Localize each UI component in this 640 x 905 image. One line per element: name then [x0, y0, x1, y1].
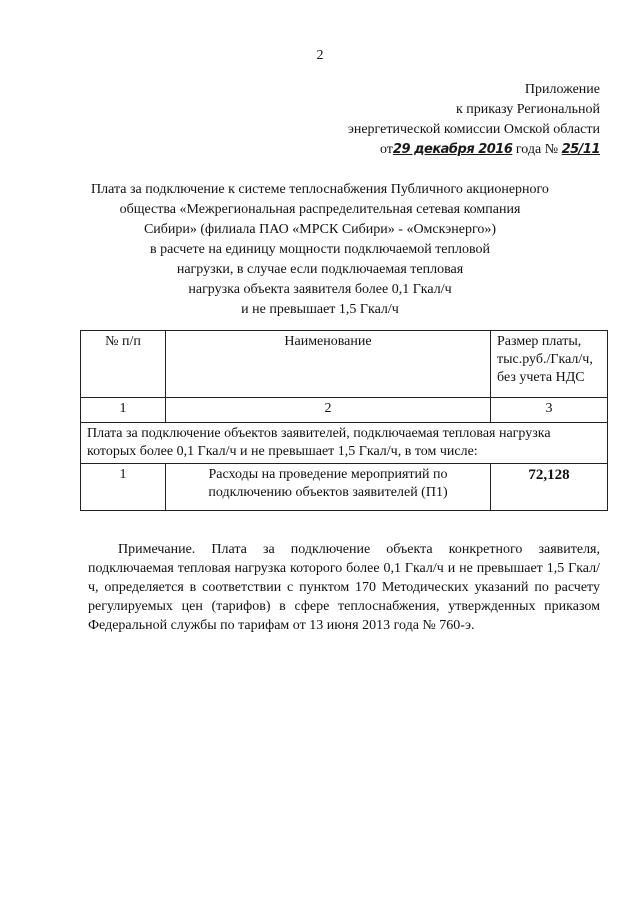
header-fee: Размер платы, тыс.руб./Гкал/ч, без учета НДС	[491, 331, 608, 398]
table-row	[81, 464, 608, 511]
appendix-line-1: Приложение	[524, 82, 600, 97]
header-num: № п/п	[81, 331, 166, 398]
header-name: Наименование	[166, 331, 491, 398]
fee-table	[80, 330, 608, 511]
section-row	[81, 423, 608, 464]
title-line: нагрузки, в случае если подключаемая тепловая	[176, 262, 464, 277]
document-title	[60, 180, 580, 320]
column-number: 1	[81, 398, 166, 423]
section-title: Плата за подключение объектов заявителей, подключаемая тепловая нагрузка которых более 0,1 Гкал/ч и не превышает 1,5 Гкал/ч, в том числе:	[81, 423, 608, 464]
title-line: и не превышает 1,5 Гкал/ч	[241, 302, 399, 317]
row-value: 72,128	[491, 464, 608, 511]
title-line: общества «Межрегиональная распределительная сетевая компания	[119, 202, 521, 217]
appendix-line-2: к приказу Региональной	[455, 102, 600, 117]
appendix-line-3: энергетической комиссии Омской области	[347, 122, 600, 137]
note	[88, 540, 600, 635]
row-name: Расходы на проведение мероприятий по подключению объектов заявителей (П1)	[166, 464, 491, 511]
page-number: 2	[316, 48, 324, 63]
handwritten-order-number: 25/11	[561, 142, 600, 157]
title-line: Плата за подключение к системе теплоснабжения Публичного акционерного	[91, 182, 549, 197]
order-date-line	[348, 140, 600, 160]
column-number: 3	[491, 398, 608, 423]
appendix-header	[348, 80, 600, 160]
column-number: 2	[166, 398, 491, 423]
title-line: Сибири» (филиала ПАО «МРСК Сибири» - «Омскэнерго»)	[143, 222, 497, 237]
column-numbers-row	[81, 398, 608, 423]
table-header-row	[81, 331, 608, 398]
title-line: нагрузка объекта заявителя более 0,1 Гкал/ч	[188, 282, 452, 297]
note-text: Примечание. Плата за подключение объекта конкретного заявителя, подключаемая тепловая нагрузка которого более 0,1 Гкал/ч и не превышает 1,5 Гкал/ч, определяется в соответствии с пунктом 170 Методических указаний по расчету регулируемых цен (тарифов) в сфере теплоснабжения, утвержденных приказом Федеральной службы по тарифам от 13 июня 2013 года № 760-э.	[88, 542, 600, 633]
handwritten-date: 29 декабря 2016	[392, 142, 513, 157]
row-num: 1	[81, 464, 166, 511]
number-label: №	[544, 142, 559, 157]
year-label: года	[515, 142, 542, 157]
from-label: от	[379, 142, 393, 157]
title-line: в расчете на единицу мощности подключаемой тепловой	[149, 242, 491, 257]
